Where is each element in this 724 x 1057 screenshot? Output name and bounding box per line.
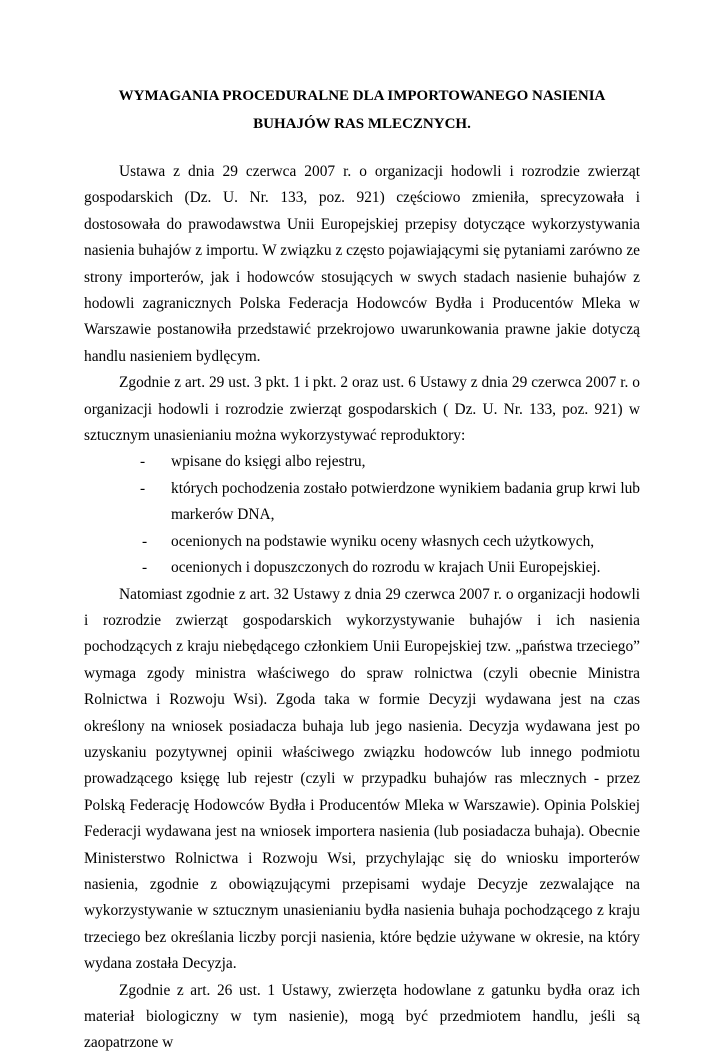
paragraph-art-26: Zgodnie z art. 26 ust. 1 Ustawy, zwierzęta hodowlane z gatunku bydła oraz ich materiał biologiczny w tym nasienie), mogą być przedmiotem handlu, jeśli są zaopatrzone w [84, 981, 640, 1052]
title-line-2: BUHAJÓW RAS MLECZNYCH. [253, 116, 471, 132]
list-item [84, 555, 640, 581]
document-title [84, 82, 640, 138]
list-marker: - [140, 453, 146, 471]
list-item [84, 529, 640, 555]
title-line-1: WYMAGANIA PROCEDURALNE DLA IMPORTOWANEGO NASIENIA [118, 88, 606, 104]
list-item [84, 476, 640, 529]
list-item-text: wpisane do księgi albo rejestru, [171, 453, 366, 471]
list-marker: - [140, 479, 146, 497]
document-page [84, 82, 640, 1057]
paragraph-intro: Ustawa z dnia 29 czerwca 2007 r. o organizacji hodowli i rozrodzie zwierząt gospodarskich (Dz. U. Nr. 133, poz. 921) częściowo zmieniła, sprecyzowała i dostosowała do prawodawstwa Unii Europejskiej przepisy dotyczące wykorzystywania nasienia buhajów z importu. W związku z często pojawiającymi się pytaniami zarówno ze strony importerów, jak i hodowców stosujących w swych stadach nasienie buhajów z hodowli zagranicznych Polska Federacja Hodowców Bydła i Producentów Mleka w Warszawie postanowiła przedstawić przekrojowo uwarunkowania prawne jakie dotyczą handlu nasieniem bydlęcym. [84, 163, 640, 365]
paragraph-art-29: Zgodnie z art. 29 ust. 3 pkt. 1 i pkt. 2 oraz ust. 6 Ustawy z dnia 29 czerwca 2007 r. o organizacji hodowli i rozrodzie zwierząt gospodarskich ( Dz. U. Nr. 133, poz. 921) w sztucznym unasienianiu można wykorzystywać reproduktory: [84, 374, 640, 445]
list-marker: - [142, 532, 148, 550]
list-marker: - [142, 559, 148, 577]
list-item-text: ocenionych na podstawie wyniku oceny własnych cech użytkowych, [171, 532, 595, 550]
list-item-text: ocenionych i dopuszczonych do rozrodu w krajach Unii Europejskiej. [171, 559, 601, 577]
reproducer-conditions-list [84, 449, 640, 581]
list-item-text: których pochodzenia zostało potwierdzone wynikiem badania grup krwi lub markerów DNA, [171, 479, 640, 524]
list-item [84, 449, 640, 475]
paragraph-art-32: Natomiast zgodnie z art. 32 Ustawy z dnia 29 czerwca 2007 r. o organizacji hodowli i rozrodzie zwierząt gospodarskich wykorzystywanie buhajów i ich nasienia pochodzących z kraju niebędącego członkiem Unii Europejskiej tzw. „państwa trzeciego” wymaga zgody ministra właściwego do spraw rolnictwa (czyli obecnie Ministra Rolnictwa i Rozwoju Wsi). Zgoda taka w formie Decyzji wydawana jest na czas określony na wniosek posiadacza buhaja lub jego nasienia. Decyzja wydawana jest po uzyskaniu pozytywnej opinii właściwego związku hodowców lub innego podmiotu prowadzącego księgę lub rejestr (czyli w przypadku buhajów ras mlecznych - przez Polską Federację Hodowców Bydła i Producentów Mleka w Warszawie). Opinia Polskiej Federacji wydawana jest na wniosek importera nasienia (lub posiadacza buhaja). Obecnie Ministerstwo Rolnictwa i Rozwoju Wsi, przychylając się do wniosku importerów nasienia, zgodnie z obowiązującymi przepisami wydaje Decyzje zezwalające na wykorzystywanie w sztucznym unasienianiu bydła nasienia buhaja pochodzącego z kraju trzeciego bez określania liczby porcji nasienia, które będzie używane w okresie, na który wydana została Decyzja. [84, 585, 640, 973]
